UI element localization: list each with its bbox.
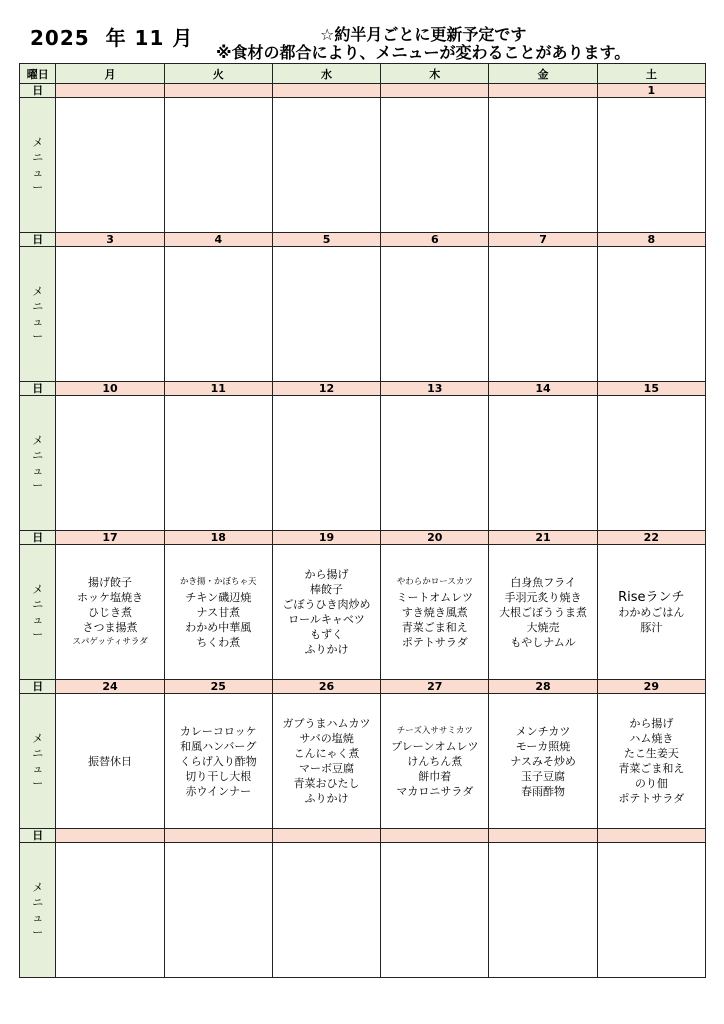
date-cell	[56, 84, 164, 98]
menu-item: 青菜ごま和え	[618, 762, 685, 775]
menu-cell	[381, 98, 489, 233]
weekday-header-row	[20, 64, 706, 84]
menu-label-cell	[20, 247, 56, 382]
menu-item: から揚げ	[304, 568, 349, 581]
date-cell: 3	[56, 233, 164, 247]
date-row	[20, 829, 706, 843]
menu-cell	[164, 98, 272, 233]
date-cell: 28	[489, 680, 597, 694]
date-cell: 12	[272, 382, 380, 396]
menu-cell	[381, 247, 489, 382]
menu-cell	[489, 247, 597, 382]
menu-row	[20, 247, 706, 382]
date-cell: 14	[489, 382, 597, 396]
menu-cell	[597, 396, 705, 531]
date-cell: 4	[164, 233, 272, 247]
menu-item: こんにゃく煮	[293, 747, 360, 760]
menu-item: ロールキャベツ	[288, 613, 365, 626]
menu-cell	[381, 545, 489, 680]
menu-item: たこ生姜天	[623, 747, 679, 760]
menu-item: ポテトサラダ	[618, 792, 685, 805]
menu-item: もずく	[310, 628, 344, 641]
menu-cell	[272, 98, 380, 233]
menu-cell	[272, 843, 380, 978]
date-label: 日	[20, 382, 56, 396]
menu-cell	[381, 843, 489, 978]
menu-item: メンチカツ	[515, 724, 571, 738]
menu-row	[20, 545, 706, 680]
menu-row	[20, 694, 706, 829]
page-title: 2025 年 11 月	[30, 26, 194, 50]
date-cell: 5	[272, 233, 380, 247]
menu-cell	[272, 396, 380, 531]
menu-item: マーボ豆腐	[299, 762, 355, 775]
menu-row	[20, 98, 706, 233]
weekday-mon: 月	[56, 64, 164, 84]
menu-item: かき揚・かぼちゃ天	[180, 576, 257, 587]
menu-label: メニュー	[32, 434, 44, 492]
weekday-label: 曜日	[20, 64, 56, 84]
date-label: 日	[20, 829, 56, 843]
menu-label-cell	[20, 843, 56, 978]
date-cell	[489, 84, 597, 98]
date-cell	[381, 84, 489, 98]
menu-cell	[489, 843, 597, 978]
menu-cell	[56, 247, 164, 382]
menu-item: けんちん煮	[407, 754, 463, 768]
menu-item: チキン磯辺焼	[185, 590, 252, 604]
menu-item: 赤ウインナー	[185, 784, 252, 798]
menu-cell	[597, 98, 705, 233]
menu-item: 振替休日	[88, 754, 133, 768]
menu-row	[20, 843, 706, 978]
date-cell	[381, 829, 489, 843]
menu-item: チーズ入ササミカツ	[396, 725, 473, 736]
update-note: ☆約半月ごとに更新予定です	[320, 25, 527, 44]
date-cell: 22	[597, 531, 705, 545]
date-row	[20, 233, 706, 247]
date-cell: 27	[381, 680, 489, 694]
menu-cell	[164, 396, 272, 531]
menu-label-cell	[20, 545, 56, 680]
menu-item: ホッケ塩焼き	[77, 590, 144, 604]
menu-item: モーカ照焼	[515, 739, 571, 753]
date-cell: 8	[597, 233, 705, 247]
weekday-thu: 木	[381, 64, 489, 84]
menu-cell	[164, 694, 272, 829]
date-cell: 17	[56, 531, 164, 545]
menu-cell	[164, 247, 272, 382]
menu-row	[20, 396, 706, 531]
menu-item: カレーコロッケ	[179, 724, 257, 738]
menu-item: わかめ中華風	[185, 620, 252, 634]
date-row	[20, 382, 706, 396]
date-cell	[489, 829, 597, 843]
menu-item: くらげ入り酢物	[179, 754, 257, 768]
date-row	[20, 84, 706, 98]
date-cell: 25	[164, 680, 272, 694]
menu-label: メニュー	[32, 285, 44, 343]
date-cell	[56, 829, 164, 843]
date-cell: 26	[272, 680, 380, 694]
date-cell	[272, 829, 380, 843]
menu-item: スパゲッティサラダ	[72, 636, 148, 647]
menu-item: 棒餃子	[310, 583, 344, 596]
menu-item: 青菜おひたし	[293, 777, 360, 790]
menu-cell	[381, 396, 489, 531]
weekday-sat: 土	[597, 64, 705, 84]
menu-item: ナスみそ炒め	[510, 754, 576, 768]
menu-label-cell	[20, 396, 56, 531]
date-cell: 7	[489, 233, 597, 247]
menu-cell	[164, 545, 272, 680]
date-label: 日	[20, 84, 56, 98]
menu-cell	[56, 98, 164, 233]
menu-item: やわらかロースカツ	[396, 576, 473, 587]
date-cell	[164, 84, 272, 98]
menu-cell	[489, 98, 597, 233]
menu-cell	[489, 694, 597, 829]
menu-cell	[56, 545, 164, 680]
menu-cell	[164, 843, 272, 978]
menu-cell	[597, 694, 705, 829]
menu-cell	[272, 247, 380, 382]
date-cell: 10	[56, 382, 164, 396]
menu-item: 手羽元炙り焼き	[504, 590, 582, 604]
menu-cell	[489, 545, 597, 680]
menu-item: 餅巾着	[418, 769, 452, 783]
date-cell	[164, 829, 272, 843]
date-cell: 1	[597, 84, 705, 98]
menu-item: 春雨酢物	[521, 784, 566, 798]
menu-label: メニュー	[32, 881, 44, 939]
date-cell: 24	[56, 680, 164, 694]
date-cell: 15	[597, 382, 705, 396]
menu-cell	[56, 843, 164, 978]
disclaimer-note: ※食材の都合により、メニューが変わることがあります。	[216, 43, 631, 62]
menu-calendar	[19, 63, 706, 978]
weekday-tue: 火	[164, 64, 272, 84]
menu-item: わかめごはん	[618, 605, 685, 619]
menu-item: 揚げ餃子	[88, 575, 133, 589]
menu-label-cell	[20, 694, 56, 829]
menu-item: すき焼き風煮	[401, 605, 468, 619]
menu-item: ちくわ煮	[196, 635, 241, 649]
menu-cell	[56, 694, 164, 829]
menu-item: ごぼうひき肉炒め	[282, 598, 371, 611]
weekday-fri: 金	[489, 64, 597, 84]
menu-cell	[597, 247, 705, 382]
date-label: 日	[20, 531, 56, 545]
date-cell: 13	[381, 382, 489, 396]
menu-item: 切り干し大根	[185, 769, 252, 783]
menu-item: ハム焼き	[629, 732, 674, 745]
menu-item: のり佃	[634, 777, 668, 790]
menu-cell	[272, 694, 380, 829]
menu-item: 玉子豆腐	[521, 769, 566, 783]
menu-item: ひじき煮	[88, 605, 133, 619]
menu-item: 大根ごぼううま煮	[499, 605, 588, 619]
menu-label-cell	[20, 98, 56, 233]
menu-item: ふりかけ	[304, 643, 349, 656]
date-cell: 19	[272, 531, 380, 545]
menu-cell	[272, 545, 380, 680]
menu-item: マカロニサラダ	[396, 784, 474, 798]
menu-cell	[597, 545, 705, 680]
menu-item: ミートオムレツ	[396, 590, 474, 604]
date-cell: 6	[381, 233, 489, 247]
menu-cell	[56, 396, 164, 531]
menu-cell	[489, 396, 597, 531]
menu-item: 大焼売	[526, 620, 560, 634]
menu-item: 青菜ごま和え	[401, 620, 468, 634]
menu-item: プレーンオムレツ	[391, 739, 479, 753]
menu-item: 豚汁	[640, 620, 663, 634]
date-label: 日	[20, 233, 56, 247]
date-cell: 11	[164, 382, 272, 396]
menu-label: メニュー	[32, 732, 44, 790]
menu-item: 白身魚フライ	[510, 575, 576, 589]
weekday-wed: 水	[272, 64, 380, 84]
menu-item: Riseランチ	[618, 589, 685, 605]
date-cell: 21	[489, 531, 597, 545]
menu-item: ナス甘煮	[196, 605, 241, 619]
date-row	[20, 531, 706, 545]
menu-label: メニュー	[32, 583, 44, 641]
menu-item: さつま揚煮	[82, 620, 138, 634]
menu-cell	[381, 694, 489, 829]
date-cell	[597, 829, 705, 843]
date-label: 日	[20, 680, 56, 694]
date-cell: 20	[381, 531, 489, 545]
menu-cell	[597, 843, 705, 978]
menu-item: ふりかけ	[304, 792, 349, 805]
date-cell: 18	[164, 531, 272, 545]
menu-item: 和風ハンバーグ	[180, 739, 257, 753]
date-row	[20, 680, 706, 694]
date-cell: 29	[597, 680, 705, 694]
menu-label: メニュー	[32, 136, 44, 194]
menu-item: から揚げ	[629, 717, 674, 730]
date-cell	[272, 84, 380, 98]
menu-item: ポテトサラダ	[401, 635, 468, 649]
menu-item: サバの塩焼	[299, 732, 354, 745]
menu-item: もやしナムル	[510, 635, 576, 649]
menu-item: ガブうまハムカツ	[282, 717, 371, 730]
